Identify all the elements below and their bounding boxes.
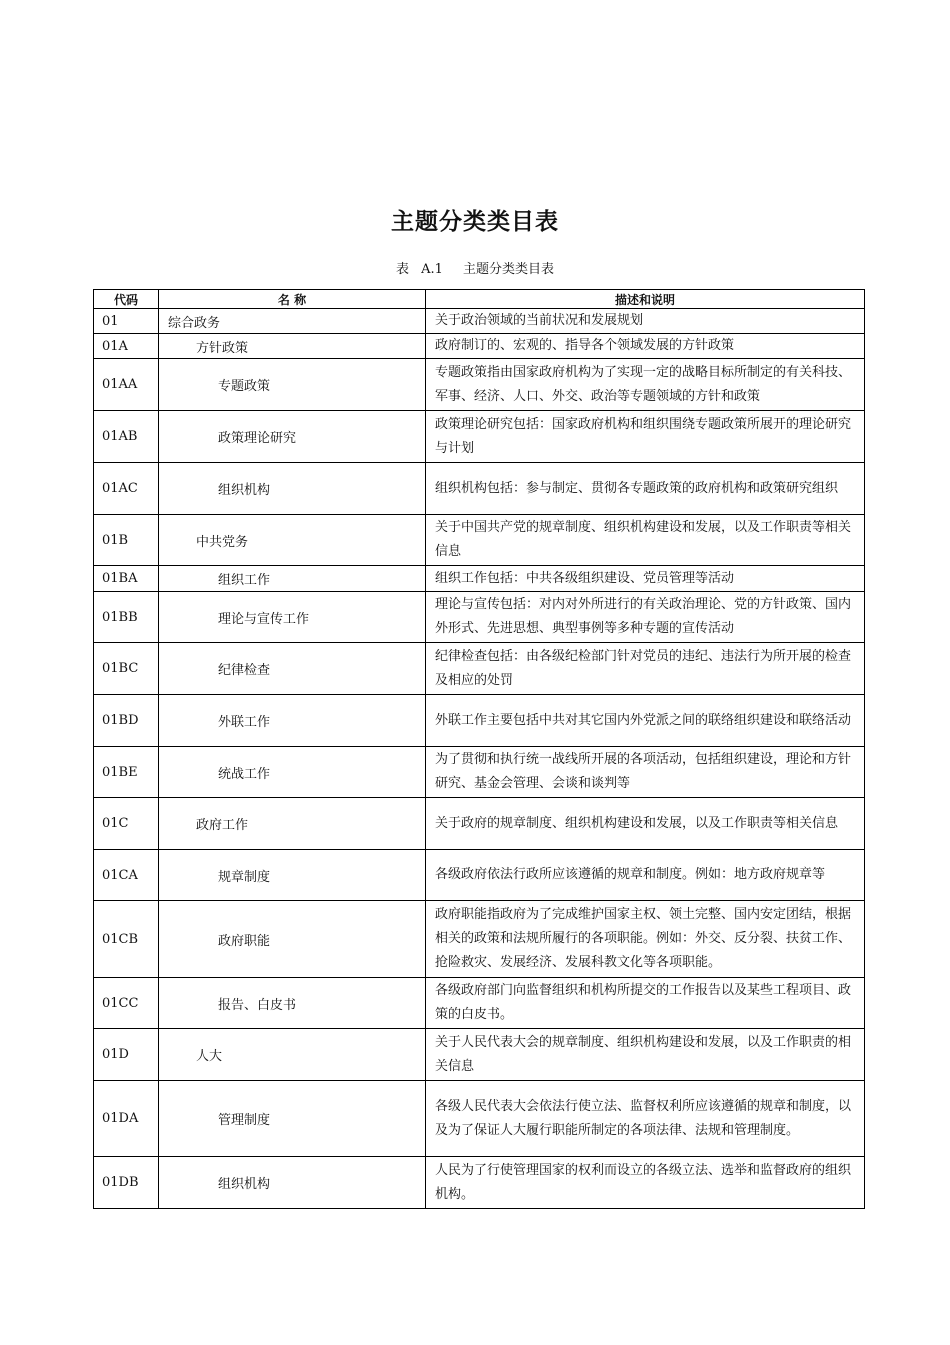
row-name: 中共党务 xyxy=(159,515,426,566)
table-row xyxy=(94,643,865,695)
row-code: 01CB xyxy=(94,901,159,978)
row-name: 人大 xyxy=(159,1029,426,1081)
row-description: 政策理论研究包括：国家政府机构和组织围绕专题政策所展开的理论研究与计划 xyxy=(426,411,865,463)
row-code: 01BC xyxy=(94,643,159,695)
table-row xyxy=(94,411,865,463)
table-row xyxy=(94,592,865,643)
caption-number: A.1 xyxy=(421,262,443,277)
row-name: 规章制度 xyxy=(159,850,426,901)
table-row xyxy=(94,334,865,359)
table-caption xyxy=(0,258,950,277)
row-code: 01BA xyxy=(94,566,159,592)
header-name: 名 称 xyxy=(159,290,426,309)
page-title: 主题分类类目表 xyxy=(391,209,559,235)
table-row xyxy=(94,359,865,411)
row-name: 统战工作 xyxy=(159,747,426,798)
table-row xyxy=(94,1081,865,1157)
row-code: 01CA xyxy=(94,850,159,901)
row-code: 01A xyxy=(94,334,159,359)
row-code: 01AA xyxy=(94,359,159,411)
row-description: 各级政府依法行政所应该遵循的规章和制度。例如：地方政府规章等 xyxy=(426,850,865,901)
row-code: 01BB xyxy=(94,592,159,643)
row-name: 综合政务 xyxy=(159,309,426,334)
table-row xyxy=(94,747,865,798)
row-name: 专题政策 xyxy=(159,359,426,411)
row-code: 01CC xyxy=(94,978,159,1029)
header-code: 代码 xyxy=(94,290,159,309)
row-description: 组织工作包括：中共各级组织建设、党员管理等活动 xyxy=(426,566,865,592)
table-row xyxy=(94,1029,865,1081)
row-description: 专题政策指由国家政府机构为了实现一定的战略目标所制定的有关科技、军事、经济、人口、外交、政治等专题领域的方针和政策 xyxy=(426,359,865,411)
row-code: 01DA xyxy=(94,1081,159,1157)
row-code: 01BD xyxy=(94,695,159,747)
row-description: 政府制订的、宏观的、指导各个领域发展的方针政策 xyxy=(426,334,865,359)
row-description: 组织机构包括：参与制定、贯彻各专题政策的政府机构和政策研究组织 xyxy=(426,463,865,515)
row-description: 政府职能指政府为了完成维护国家主权、领土完整、国内安定团结，根据相关的政策和法规所履行的各项职能。例如：外交、反分裂、扶贫工作、抢险救灾、发展经济、发展科教文化等各项职能。 xyxy=(426,901,865,978)
table-body xyxy=(94,309,865,1209)
table-row xyxy=(94,566,865,592)
row-name: 组织机构 xyxy=(159,463,426,515)
row-description: 为了贯彻和执行统一战线所开展的各项活动，包括组织建设，理论和方针研究、基金会管理、会谈和谈判等 xyxy=(426,747,865,798)
row-name: 理论与宣传工作 xyxy=(159,592,426,643)
row-description: 纪律检查包括：由各级纪检部门针对党员的违纪、违法行为所开展的检查及相应的处罚 xyxy=(426,643,865,695)
row-description: 各级人民代表大会依法行使立法、监督权利所应该遵循的规章和制度，以及为了保证人大履行职能所制定的各项法律、法规和管理制度。 xyxy=(426,1081,865,1157)
table-header-row xyxy=(94,290,865,309)
header-description: 描述和说明 xyxy=(426,290,865,309)
row-description: 关于人民代表大会的规章制度、组织机构建设和发展，以及工作职责的相关信息 xyxy=(426,1029,865,1081)
row-code: 01 xyxy=(94,309,159,334)
row-name: 组织工作 xyxy=(159,566,426,592)
table-row xyxy=(94,309,865,334)
row-description: 关于政治领域的当前状况和发展规划 xyxy=(426,309,865,334)
row-description: 理论与宣传包括：对内对外所进行的有关政治理论、党的方针政策、国内外形式、先进思想、典型事例等多种专题的宣传活动 xyxy=(426,592,865,643)
row-code: 01AB xyxy=(94,411,159,463)
caption-label: 表 xyxy=(395,262,409,277)
row-code: 01BE xyxy=(94,747,159,798)
row-description: 人民为了行使管理国家的权利而设立的各级立法、选举和监督政府的组织机构。 xyxy=(426,1157,865,1209)
table-row xyxy=(94,850,865,901)
row-code: 01C xyxy=(94,798,159,850)
row-code: 01B xyxy=(94,515,159,566)
row-name: 报告、白皮书 xyxy=(159,978,426,1029)
caption-text: 主题分类类目表 xyxy=(463,262,555,277)
row-description: 各级政府部门向监督组织和机构所提交的工作报告以及某些工程项目、政策的白皮书。 xyxy=(426,978,865,1029)
table-row xyxy=(94,463,865,515)
row-name: 政府职能 xyxy=(159,901,426,978)
row-name: 管理制度 xyxy=(159,1081,426,1157)
row-description: 关于政府的规章制度、组织机构建设和发展，以及工作职责等相关信息 xyxy=(426,798,865,850)
row-code: 01DB xyxy=(94,1157,159,1209)
catalog-table xyxy=(93,289,865,1209)
row-name: 组织机构 xyxy=(159,1157,426,1209)
row-description: 外联工作主要包括中共对其它国内外党派之间的联络组织建设和联络活动 xyxy=(426,695,865,747)
table-row xyxy=(94,978,865,1029)
table-row xyxy=(94,515,865,566)
row-name: 政策理论研究 xyxy=(159,411,426,463)
table-row xyxy=(94,798,865,850)
table-row xyxy=(94,901,865,978)
row-code: 01D xyxy=(94,1029,159,1081)
row-description: 关于中国共产党的规章制度、组织机构建设和发展，以及工作职责等相关信息 xyxy=(426,515,865,566)
row-code: 01AC xyxy=(94,463,159,515)
table-row xyxy=(94,1157,865,1209)
row-name: 政府工作 xyxy=(159,798,426,850)
table-row xyxy=(94,695,865,747)
row-name: 外联工作 xyxy=(159,695,426,747)
row-name: 纪律检查 xyxy=(159,643,426,695)
row-name: 方针政策 xyxy=(159,334,426,359)
